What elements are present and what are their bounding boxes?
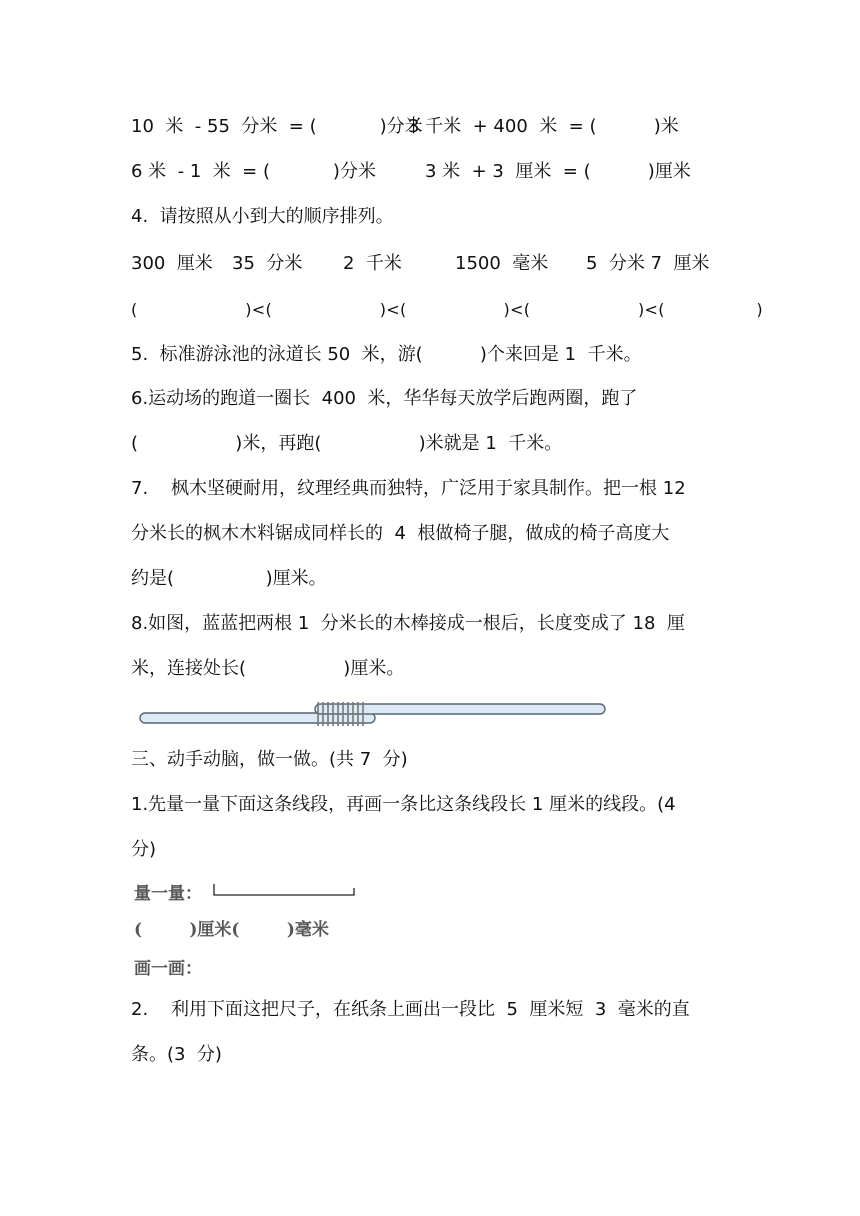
joined-sticks-figure xyxy=(132,700,612,730)
q4-item: 1500 毫米 xyxy=(455,253,549,274)
q6-line1: 6.运动场的跑道一圈长 400 米，华华每天放学后跑两圈，跑了 xyxy=(131,388,638,409)
q4-heading: 4. 请按照从小到大的顺序排列。 xyxy=(131,206,394,227)
section-3-heading: 三、动手动脑，做一做。(共 7 分) xyxy=(131,749,408,770)
q7-line2: 分米长的枫木木料锯成同样长的 4 根做椅子腿，做成的椅子高度大 xyxy=(131,523,670,544)
s3-q1-line2: 分) xyxy=(131,839,157,860)
q6-line2: ( )米，再跑( )米就是 1 千米。 xyxy=(131,433,563,454)
s3-q1-line1: 1.先量一量下面这条线段，再画一条比这条线段长 1 厘米的线段。(4 xyxy=(131,794,676,815)
q4-blanks: ( )<( )<( )<( )<( ) xyxy=(131,300,763,319)
q5-text: 5. 标准游泳池的泳道长 50 米，游( )个来回是 1 千米。 xyxy=(131,344,642,365)
measure-segment xyxy=(210,882,360,898)
q3-line2-left: 6 米 - 1 米 = ( )分米 xyxy=(131,161,376,182)
q3-line1-left: 10 米 - 55 分米 = ( )分米 xyxy=(131,116,423,137)
q8-line2: 米，连接处长( )厘米。 xyxy=(131,658,405,679)
q3-line1-right: 3 千米 + 400 米 = ( )米 xyxy=(408,116,679,137)
s3-q2-line2: 条。(3 分) xyxy=(131,1044,222,1065)
measure-label: 量一量： xyxy=(134,884,202,904)
s3-q2-line1: 2. 利用下面这把尺子，在纸条上画出一段比 5 厘米短 3 毫米的直 xyxy=(131,999,690,1020)
draw-label: 画一画： xyxy=(134,959,202,979)
q7-line3: 约是( )厘米。 xyxy=(131,568,327,589)
q4-item: 300 厘米 xyxy=(131,253,213,274)
q4-item: 5 分米 7 厘米 xyxy=(586,253,710,274)
q7-line1: 7. 枫木坚硬耐用，纹理经典而独特，广泛用于家具制作。把一根 12 xyxy=(131,478,686,499)
q4-item: 35 分米 xyxy=(232,253,303,274)
q8-line1: 8.如图，蓝蓝把两根 1 分米长的木棒接成一根后，长度变成了 18 厘 xyxy=(131,613,685,634)
measure-units: ( )厘米( )毫米 xyxy=(134,920,329,940)
q4-item: 2 千米 xyxy=(343,253,402,274)
q3-line2-right: 3 米 + 3 厘米 = ( )厘米 xyxy=(425,161,691,182)
